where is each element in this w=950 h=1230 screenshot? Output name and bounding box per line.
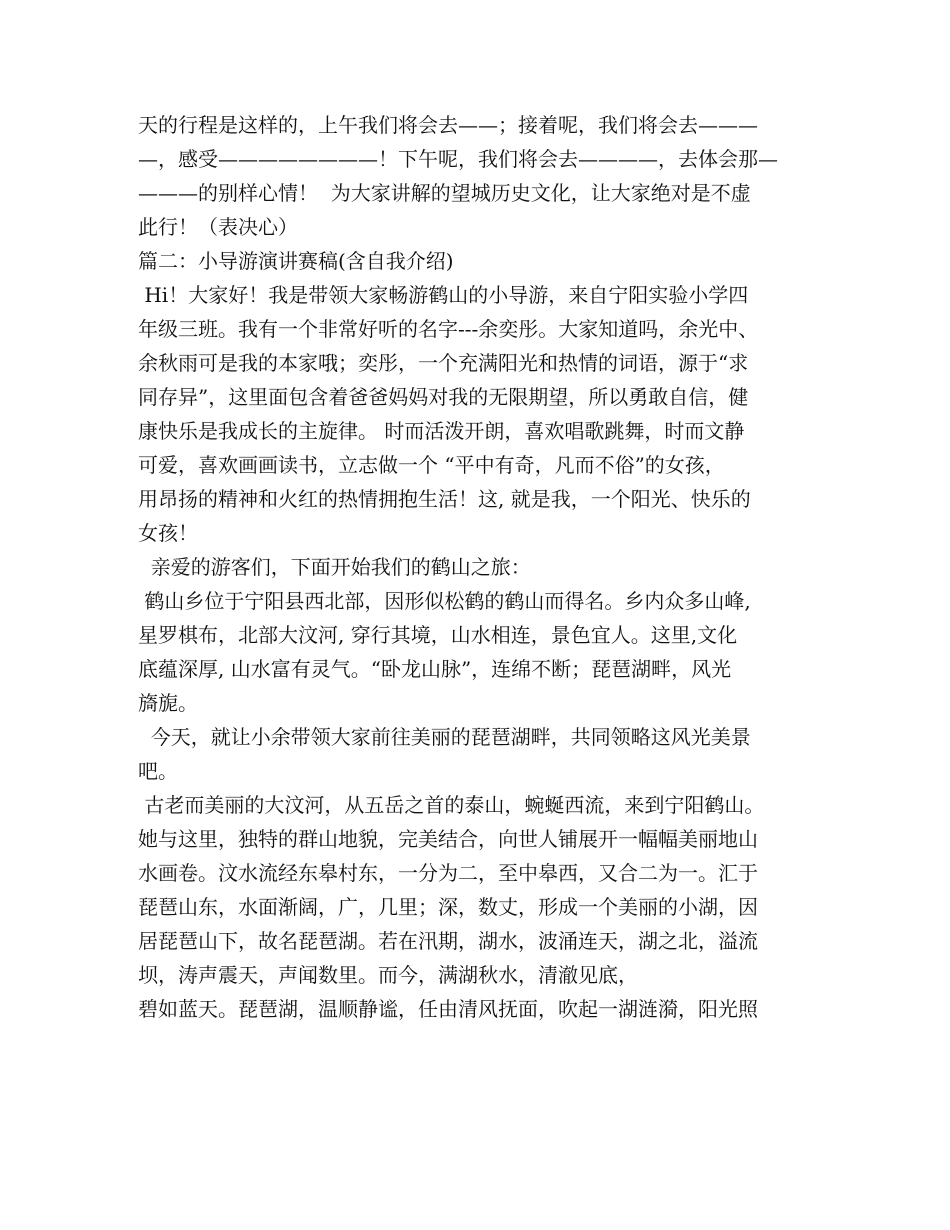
text-line: 亲爱的游客们，下面开始我们的鹤山之旅： <box>138 555 531 579</box>
text-line: ———的别样心情！ 为大家讲解的望城历史文化，让大家绝对是不虚 <box>138 181 751 205</box>
text-line: 女孩！ <box>138 521 198 545</box>
text-line: 康快乐是我成长的主旋律。 时而活泼开朗，喜欢唱歌跳舞，时而文静 <box>138 419 745 443</box>
text-line: 可爱，喜欢画画读书，立志做一个 “平中有奇，凡而不俗”的女孩， <box>138 453 725 477</box>
text-line: 坝，涛声震天，声闻数里。而今，满湖秋水，清澈见底， <box>138 963 638 987</box>
text-line: 居琵琶山下，故名琵琶湖。若在汛期，湖水，波涌连天，湖之北，溢流 <box>138 929 758 953</box>
section-heading: 篇二：小导游演讲赛稿(含自我介绍) <box>138 249 454 273</box>
text-line: 碧如蓝天。琵琶湖，温顺静谧，任由清风抚面，吹起一湖涟漪，阳光照 <box>138 997 758 1021</box>
text-line: 底蕴深厚, 山水富有灵气。“卧龙山脉”，连绵不断；琵琶湖畔，风光 <box>138 657 732 681</box>
text-line: 琵琶山东，水面渐阔，广，几里；深，数丈，形成一个美丽的小湖，因 <box>138 895 758 919</box>
text-line: 水画卷。汶水流经东皋村东，一分为二，至中皋西，又合二为一。汇于 <box>138 861 758 885</box>
document-body <box>138 108 828 1026</box>
text-line: 同存异”，这里面包含着爸爸妈妈对我的无限期望，所以勇敢自信，健 <box>138 385 749 409</box>
text-line: 旖旎。 <box>138 691 198 715</box>
text-line: 鹤山乡位于宁阳县西北部，因形似松鹤的鹤山而得名。乡内众多山峰, <box>138 589 751 613</box>
text-line: Hi！大家好！我是带领大家畅游鹤山的小导游，来自宁阳实验小学四 <box>138 283 749 307</box>
text-line: —，感受————————！下午呢，我们将会去————，去体会那— <box>138 147 778 171</box>
text-line: 星罗棋布，北部大汶河, 穿行其境，山水相连，景色宜人。这里,文化 <box>138 623 738 647</box>
text-line: 年级三班。我有一个非常好听的名字---余奕彤。大家知道吗，余光中、 <box>138 317 759 341</box>
text-line: 余秋雨可是我的本家哦；奕彤，一个充满阳光和热情的词语，源于“求 <box>138 351 749 375</box>
text-line: 她与这里，独特的群山地貌，完美结合，向世人铺展开一幅幅美丽地山 <box>138 827 758 851</box>
text-line: 此行！（表决心） <box>138 215 298 239</box>
text-line: 今天，就让小余带领大家前往美丽的琵琶湖畔，共同领略这风光美景 <box>138 725 751 749</box>
text-line: 天的行程是这样的，上午我们将会去——；接着呢，我们将会去——— <box>138 113 758 137</box>
text-line: 古老而美丽的大汶河，从五岳之首的泰山，蜿蜒西流，来到宁阳鹤山。 <box>138 793 765 817</box>
text-line: 用昂扬的精神和火红的热情拥抱生活！这, 就是我，一个阳光、快乐的 <box>138 487 751 511</box>
text-line: 吧。 <box>138 759 178 783</box>
